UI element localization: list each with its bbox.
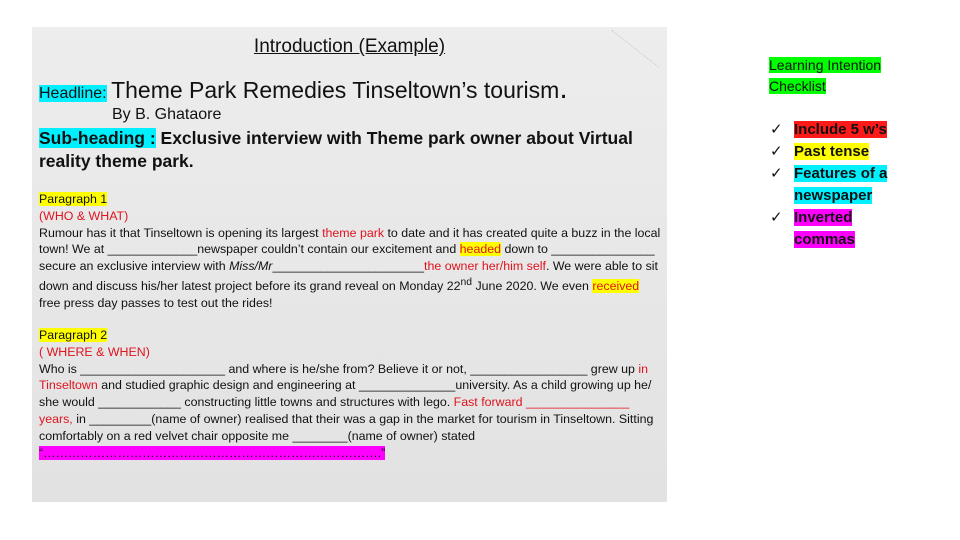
red-text: the owner her/him self xyxy=(424,259,546,274)
paragraph-2 xyxy=(39,327,661,461)
checkmark-icon: ✓ xyxy=(770,143,783,160)
red-text: in Tinseltown xyxy=(39,361,648,393)
checklist-item xyxy=(770,119,910,141)
text-run: June 2020. We even xyxy=(472,279,593,294)
paragraph-2-body xyxy=(39,361,661,462)
byline: By B. Ghataore xyxy=(112,106,222,123)
paragraph-1-who-what: (WHO & WHAT) xyxy=(39,208,129,223)
text-run: . We were able to sit down and discuss his/her latest project before its grand reveal on Monday 22 xyxy=(39,259,658,294)
page-title: Introduction (Example) xyxy=(253,36,446,57)
text-run: down to _______________ secure an exclusive interview with xyxy=(39,242,655,274)
checklist-heading xyxy=(769,55,909,97)
sub-heading xyxy=(39,127,654,173)
red-text: theme park xyxy=(322,225,385,240)
headline-period: . xyxy=(559,72,568,105)
checklist-item-label: Past tense xyxy=(794,143,870,160)
headline xyxy=(39,72,568,106)
superscript: nd xyxy=(460,276,473,288)
text-run: and studied graphic design and engineering at ______________university. As a child growing up he/ she would ____________ constructing little towns and structures with lego. xyxy=(39,378,652,410)
italic-text: Miss/Mr xyxy=(229,259,273,274)
text-run: in _________(name of owner) realised that their was a gap in the market for tourism in Tinseltown. Sitting comfortably on a red velvet chair opposite me ________(name of owner) stated xyxy=(39,411,654,443)
checklist-item-label: Include 5 w’s xyxy=(794,121,887,138)
document-panel xyxy=(32,27,667,502)
checkmark-icon: ✓ xyxy=(770,121,783,138)
text-run: to date and it has created quite a buzz in the local town! We at _____________newspaper couldn’t contain our excitement and xyxy=(39,225,661,257)
paragraph-2-where-when: ( WHERE & WHEN) xyxy=(39,344,150,359)
paragraph-1-body xyxy=(39,225,661,312)
text-run: free press day passes to test out the rides! xyxy=(39,295,273,310)
text-run: Rumour has it that Tinseltown is opening its largest xyxy=(39,225,323,240)
paragraph-1 xyxy=(39,191,661,312)
checklist-item-label: Inverted commas xyxy=(794,209,855,248)
highlighted-word: received xyxy=(592,279,640,294)
red-text: Fast forward _______________ years, xyxy=(39,395,630,426)
paragraph-1-label: Paragraph 1 xyxy=(39,192,108,206)
checklist-item xyxy=(770,141,910,163)
checklist xyxy=(770,119,910,251)
highlighted-word: headed xyxy=(459,242,502,257)
sub-heading-label: Sub-heading : xyxy=(39,128,156,148)
checkmark-icon: ✓ xyxy=(770,209,783,226)
checklist-item xyxy=(770,163,910,207)
sub-heading-text: Exclusive interview with Theme park owner about Virtual reality theme park. xyxy=(39,128,633,171)
checklist-heading-text: Learning Intention Checklist xyxy=(769,57,882,94)
checklist-item-label: Features of a newspaper xyxy=(794,165,888,204)
checkmark-icon: ✓ xyxy=(770,165,783,182)
headline-label: Headline: xyxy=(39,85,107,102)
text-run: Who is _____________________ and where is he/she from? Believe it or not, _________________ grew up xyxy=(39,361,639,376)
checklist-item xyxy=(770,207,910,251)
headline-text: Theme Park Remedies Tinseltown’s tourism xyxy=(111,77,560,103)
paragraph-2-label: Paragraph 2 xyxy=(39,328,108,342)
quote-placeholder: “……………………………………………………………………….” xyxy=(39,445,386,460)
text-run: ______________________ xyxy=(272,259,425,274)
